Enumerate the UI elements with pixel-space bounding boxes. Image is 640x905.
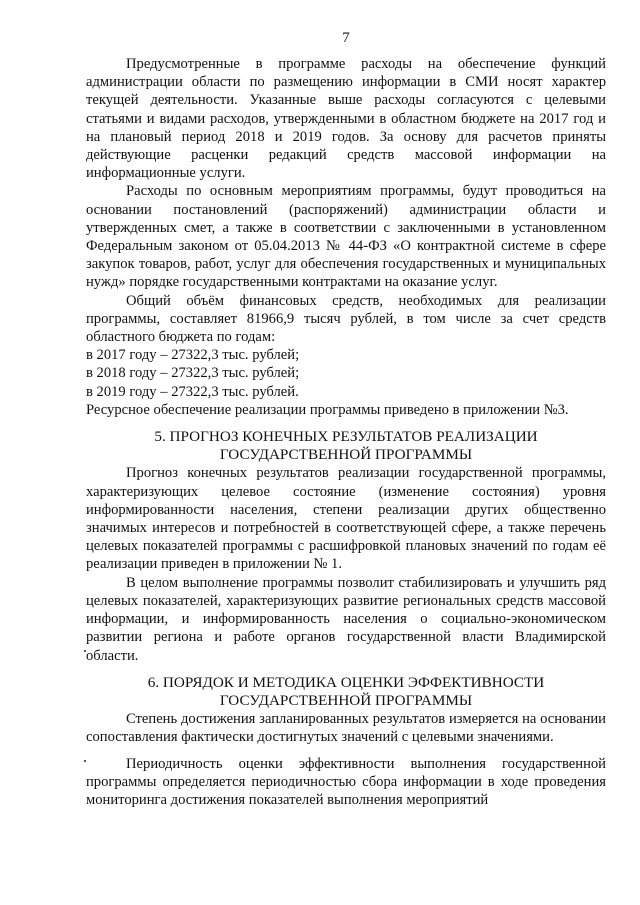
- section-6-title-line1: 6. ПОРЯДОК И МЕТОДИКА ОЦЕНКИ ЭФФЕКТИВНОСТИ: [147, 673, 545, 691]
- section-5-paragraph-forecast: Прогноз конечных результатов реализации государственной программы, характеризующих целевое состояние (изменение состояния) уровня информированности населения, степени реализации других общественно значимых интересов и потребностей в соответствующей сфере, а также перечень целевых показателей программы с расшифровкой плановых значений по годам её реализации приведен в приложении № 1.: [86, 465, 606, 573]
- scan-speck: [84, 760, 86, 762]
- funding-year-2018: в 2018 году – 27322,3 тыс. рублей;: [86, 365, 300, 382]
- section-5-title-line1: 5. ПРОГНОЗ КОНЕЧНЫХ РЕЗУЛЬТАТОВ РЕАЛИЗАЦИИ: [154, 428, 538, 446]
- page-number: 7: [342, 30, 350, 46]
- paragraph-expenses: Предусмотренные в программе расходы на обеспечение функций администрации области по размещению информации в СМИ носят характер текущей деятельности. Указанные выше расходы согласуются с целевыми статьями и видами расходов, утвержденными в областном бюджете на 2017 год и на плановый период 2018 и 2019 годов. За основу для расчетов приняты действующие расценки редакций средств массовой информации на информационные услуги.: [86, 56, 606, 182]
- paragraph-activities: Расходы по основным мероприятиям программы, будут проводиться на основании постановлений (распоряжений) администрации области и утвержденных смет, а также в соответствии с заключенными в установленном Федеральным законом от 05.04.2013 № 44-ФЗ «О контрактной системе в сфере закупок товаров, работ, услуг для обеспечения государственных и муниципальных нужд» порядке государственными контрактами на оказание услуг.: [86, 183, 606, 291]
- section-5-title-line2: ГОСУДАРСТВЕННОЙ ПРОГРАММЫ: [219, 446, 473, 464]
- section-6-paragraph-periodicity: Периодичность оценки эффективности выполнения государственной программы определяется периодичностью сбора информации в ходе проведения мониторинга достижения показателей выполнения мероприятий: [86, 755, 606, 808]
- section-6-title-line2: ГОСУДАРСТВЕННОЙ ПРОГРАММЫ: [219, 691, 473, 709]
- funding-year-2017: в 2017 году – 27322,3 тыс. рублей;: [86, 347, 300, 364]
- section-6: [86, 674, 606, 809]
- section-6-paragraph-achievement: Степень достижения запланированных результатов измеряется на основании сопоставления фактически достигнутых значений с целевыми значениями.: [86, 711, 606, 746]
- resource-note: Ресурсное обеспечение реализации программы приведено в приложении №3.: [86, 401, 569, 418]
- paragraph-total-funding: Общий объём финансовых средств, необходимых для реализации программы, составляет 81966,9 тысяч рублей, в том числе за счет средств областного бюджета по годам:: [86, 292, 606, 346]
- scan-speck: [84, 650, 86, 652]
- section-5: [86, 428, 606, 665]
- section-5-paragraph-overall: В целом выполнение программы позволит стабилизировать и улучшить ряд целевых показателей, характеризующих развитие региональных средств массовой информации, и информированность населения о социально-экономическом развитии региона и работе органов государственной власти Владимирской области.: [86, 574, 606, 664]
- funding-year-2019: в 2019 году – 27322,3 тыс. рублей.: [86, 383, 299, 400]
